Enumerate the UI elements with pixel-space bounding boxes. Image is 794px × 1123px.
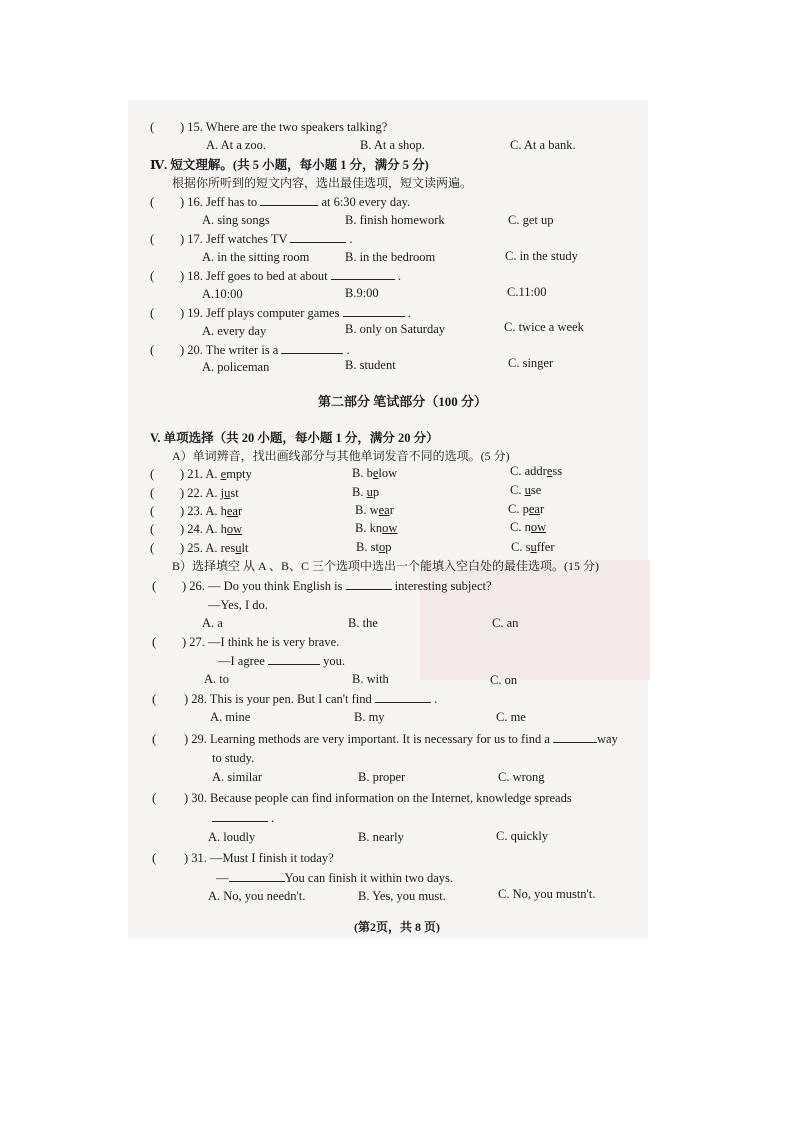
answer-bracket[interactable]: (: [152, 578, 157, 593]
q17-option-a: A. in the sitting room: [202, 250, 310, 264]
q23-option-b: B. wear: [355, 503, 394, 517]
q30-option-a: A. loudly: [208, 830, 256, 844]
q18-stem: ) 18. Jeff goes to bed at about .: [180, 269, 402, 283]
answer-bracket[interactable]: (: [150, 119, 155, 134]
q29-option-c: C. wrong: [498, 770, 545, 784]
q16-stem: ) 16. Jeff has to at 6:30 every day.: [180, 195, 411, 209]
q30-option-b: B. nearly: [358, 830, 404, 844]
answer-bracket[interactable]: (: [150, 540, 155, 555]
page-footer: (第2页，共 8 页): [354, 920, 440, 934]
q21-option-c: C. address: [510, 464, 563, 478]
q27-stem: ) 27. —I think he is very brave.: [182, 635, 340, 649]
q29-stem: ) 29. Learning methods are very important. It is necessary for us to find a way: [184, 732, 618, 746]
answer-bracket[interactable]: (: [150, 268, 155, 283]
q20-option-c: C. singer: [508, 356, 554, 370]
q27-answer: —I agree you.: [218, 654, 345, 668]
q25-option-c: C. suffer: [511, 540, 555, 554]
answer-bracket[interactable]: (: [150, 521, 155, 536]
q26-option-b: B. the: [348, 616, 378, 630]
q23-option-c: C. pear: [508, 502, 545, 516]
q18-option-c: C.11:00: [507, 285, 547, 299]
q30-option-c: C. quickly: [496, 829, 549, 843]
answer-bracket[interactable]: (: [152, 634, 157, 649]
answer-bracket[interactable]: (: [150, 305, 155, 320]
q19-stem: ) 19. Jeff plays computer games .: [180, 306, 411, 320]
answer-bracket[interactable]: (: [150, 342, 155, 357]
q23-row: ) 23. A. hear: [180, 504, 243, 518]
q26-answer: —Yes, I do.: [208, 598, 268, 612]
q22-row: ) 22. A. just: [180, 486, 239, 500]
q18-option-a: A.10:00: [202, 287, 243, 301]
q19-option-b: B. only on Saturday: [345, 322, 445, 336]
q29-option-b: B. proper: [358, 770, 406, 784]
q17-option-c: C. in the study: [505, 249, 578, 263]
q20-option-a: A. policeman: [202, 360, 270, 374]
answer-bracket[interactable]: (: [152, 790, 157, 805]
q30-stem: ) 30. Because people can find information on the Internet, knowledge spreads: [184, 791, 572, 805]
q25-row: ) 25. A. result: [180, 541, 249, 555]
q31-option-a: A. No, you needn't.: [208, 889, 306, 903]
part2-title: 第二部分 笔试部分（100 分）: [318, 394, 488, 409]
q28-option-b: B. my: [354, 710, 385, 724]
q15-stem: ) 15. Where are the two speakers talking?: [180, 120, 388, 134]
q31-option-c: C. No, you mustn't.: [498, 887, 596, 901]
q31-stem: ) 31. —Must I finish it today?: [184, 851, 334, 865]
q22-option-c: C. use: [510, 483, 542, 497]
answer-bracket[interactable]: (: [150, 485, 155, 500]
q28-stem: ) 28. This is your pen. But I can't find .: [184, 692, 438, 706]
section5-sub-b: B）选择填空 从 A 、B、C 三个选项中选出一个能填入空白处的最佳选项。(15 分): [172, 559, 600, 573]
section4-title: Ⅳ. 短文理解。(共 5 小题，每小题 1 分，满分 5 分): [150, 158, 429, 172]
q26-stem: ) 26. — Do you think English is interesting subject?: [182, 579, 492, 593]
q26-option-c: C. an: [492, 616, 519, 630]
q27-option-a: A. to: [204, 672, 229, 686]
q16-option-c: C. get up: [508, 213, 554, 227]
q15-option-b: B. At a shop.: [360, 138, 425, 152]
q29-option-a: A. similar: [212, 770, 262, 784]
q28-option-c: C. me: [496, 710, 526, 724]
q24-option-b: B. know: [355, 521, 398, 535]
answer-bracket[interactable]: (: [150, 503, 155, 518]
q31-answer: — You can finish it within two days.: [216, 871, 454, 885]
section5-title: V. 单项选择（共 20 小题，每小题 1 分，满分 20 分）: [150, 431, 439, 445]
q24-option-c: C. now: [510, 520, 547, 534]
q17-option-b: B. in the bedroom: [345, 250, 436, 264]
answer-bracket[interactable]: (: [150, 194, 155, 209]
q21-row: ) 21. A. empty: [180, 467, 252, 481]
q29-line2: to study.: [212, 751, 255, 765]
answer-bracket[interactable]: (: [152, 731, 157, 746]
q21-option-b: B. below: [352, 466, 398, 480]
q15-option-c: C. At a bank.: [510, 138, 576, 152]
q20-option-b: B. student: [345, 358, 396, 372]
q15-option-a: A. At a zoo.: [206, 138, 267, 152]
q19-option-c: C. twice a week: [504, 320, 584, 334]
q24-row: ) 24. A. how: [180, 522, 243, 536]
q27-option-c: C. on: [490, 673, 518, 687]
section5-sub-a: A）单词辨音，找出画线部分与其他单词发音不同的选项。(5 分): [172, 449, 510, 463]
q28-option-a: A. mine: [210, 710, 251, 724]
q22-option-b: B. up: [352, 485, 380, 499]
q25-option-b: B. stop: [356, 540, 392, 554]
q18-option-b: B.9:00: [345, 286, 379, 300]
q27-option-b: B. with: [352, 672, 389, 686]
q16-option-a: A. sing songs: [202, 213, 270, 227]
answer-bracket[interactable]: (: [150, 466, 155, 481]
q17-stem: ) 17. Jeff watches TV .: [180, 232, 353, 246]
q19-option-a: A. every day: [202, 324, 267, 338]
q20-stem: ) 20. The writer is a .: [180, 343, 350, 357]
answer-bracket[interactable]: (: [152, 850, 157, 865]
answer-bracket[interactable]: (: [152, 691, 157, 706]
section4-instruction: 根据你所听到的短文内容，选出最佳选项，短文读两遍。: [172, 176, 473, 190]
answer-bracket[interactable]: (: [150, 231, 155, 246]
q16-option-b: B. finish homework: [345, 213, 445, 227]
q31-option-b: B. Yes, you must.: [358, 889, 446, 903]
q30-line2: .: [212, 810, 274, 826]
q26-option-a: A. a: [202, 616, 223, 630]
